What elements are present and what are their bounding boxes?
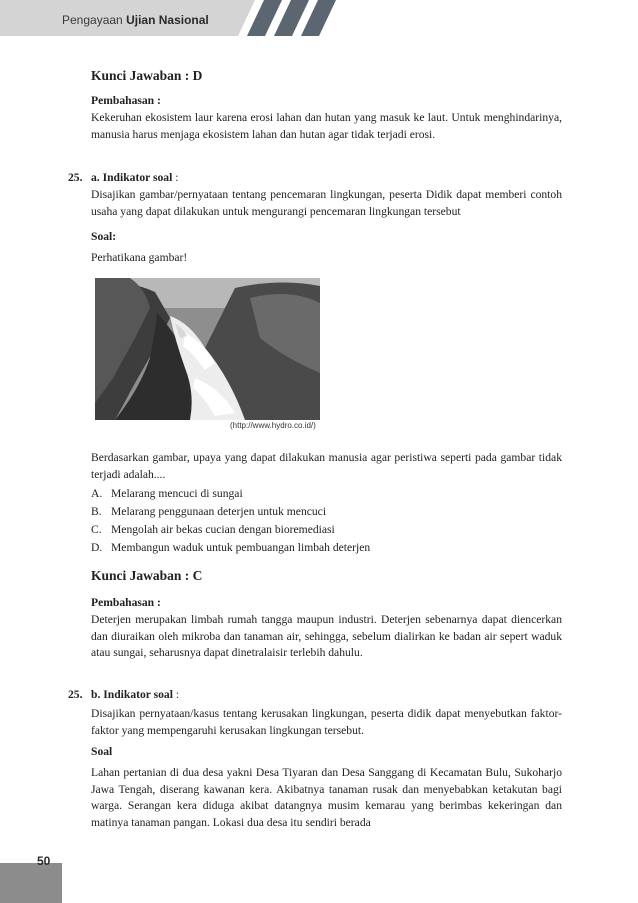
discussion-text: Kekeruhan ekosistem laur karena erosi lahan dan hutan yang masuk ke laut. Untuk menghindarinya, manusia harus menjaga ekosistem lahan dan hutan agar tidak terjadi erosi.: [91, 111, 562, 141]
header-title: [62, 13, 209, 27]
option-b: [91, 505, 326, 518]
discussion-label-25a: Pembahasan :: [91, 596, 161, 609]
discussion-label: Pembahasan :: [91, 94, 161, 107]
indicator-label-25b: b. Indikator soal: [91, 688, 173, 701]
option-b-text: Melarang penggunaan deterjen untuk mencuci: [111, 505, 327, 518]
instruction-text: Perhatikana gambar!: [91, 251, 188, 264]
page-number: 50: [37, 854, 51, 868]
indicator-heading-25b: [91, 688, 179, 701]
question-number-25a: 25.: [68, 171, 83, 184]
indicator-heading-25a: [91, 171, 178, 184]
indicator-label-25a: a. Indikator soal: [91, 171, 173, 184]
header-prefix: Pengayaan: [62, 13, 127, 27]
indicator-text-25b: Disajikan pernyataan/kasus tentang kerusakan lingkungan, peserta didik dapat menyebutkan faktor-faktor yang mempengaruhi kerusakan lingkungan tersebut.: [91, 707, 562, 737]
option-d: [91, 541, 370, 554]
indicator-text-25a: Disajikan gambar/pernyataan tentang pencemaran lingkungan, peserta Didik dapat memberi contoh usaha yang dapat dilakukan untuk mengurangi pencemaran lingkungan tersebut: [91, 188, 562, 218]
option-b-letter: B.: [91, 505, 102, 518]
option-a: [91, 487, 243, 500]
answer-key-c: Kunci Jawaban : C: [91, 568, 203, 583]
header-title-bold: Ujian Nasional: [126, 13, 209, 27]
option-c: [91, 523, 335, 536]
option-a-letter: A.: [91, 487, 103, 500]
answer-key-d: Kunci Jawaban : D: [91, 68, 203, 83]
page-number-box: [0, 863, 62, 903]
indicator-colon-25a: :: [172, 171, 179, 184]
question-number-25b: 25.: [68, 688, 83, 701]
question-text-25b: Lahan pertanian di dua desa yakni Desa Tiyaran dan Desa Sanggang di Kecamatan Bulu, Sukoharjo Jawa Tengah, diserang kawanan kera. Akibatnya tanaman rusak dan menyebabkan ketakutan bagi warga. Serangan kera diduga akibat datangnya musim kemarau yang berimbas kekeringan dan matinya tanaman pangan. Lokasi dua desa itu sendiri berada: [91, 766, 562, 829]
question-label-25a: Soal:: [91, 230, 117, 243]
discussion-text-25a: Deterjen merupakan limbah rumah tangga maupun industri. Deterjen sebenarnya dapat diencerkan dan diuraikan oleh mikroba dan tanaman air, sehingga, sebelum dialirkan ke badan air sepert waduk atau sungai, seharusnya dapat dinetralaisir terlebih dahulu.: [91, 613, 562, 659]
option-a-text: Melarang mencuci di sungai: [111, 487, 243, 500]
option-d-letter: D.: [91, 541, 103, 554]
question-text-25a: Berdasarkan gambar, upaya yang dapat dilakukan manusia agar peristiwa seperti pada gambar tidak terjadi adalah....: [91, 451, 562, 481]
polluted-river-photo: [95, 278, 320, 420]
indicator-colon-25b: :: [172, 688, 180, 701]
option-c-letter: C.: [91, 523, 102, 536]
question-label-25b: Soal: [91, 745, 113, 758]
option-d-text: Membangun waduk untuk pembuangan limbah deterjen: [111, 541, 371, 554]
option-c-text: Mengolah air bekas cucian dengan bioremediasi: [111, 523, 335, 536]
image-caption: (http://www.hydro.co.id/): [230, 421, 316, 430]
